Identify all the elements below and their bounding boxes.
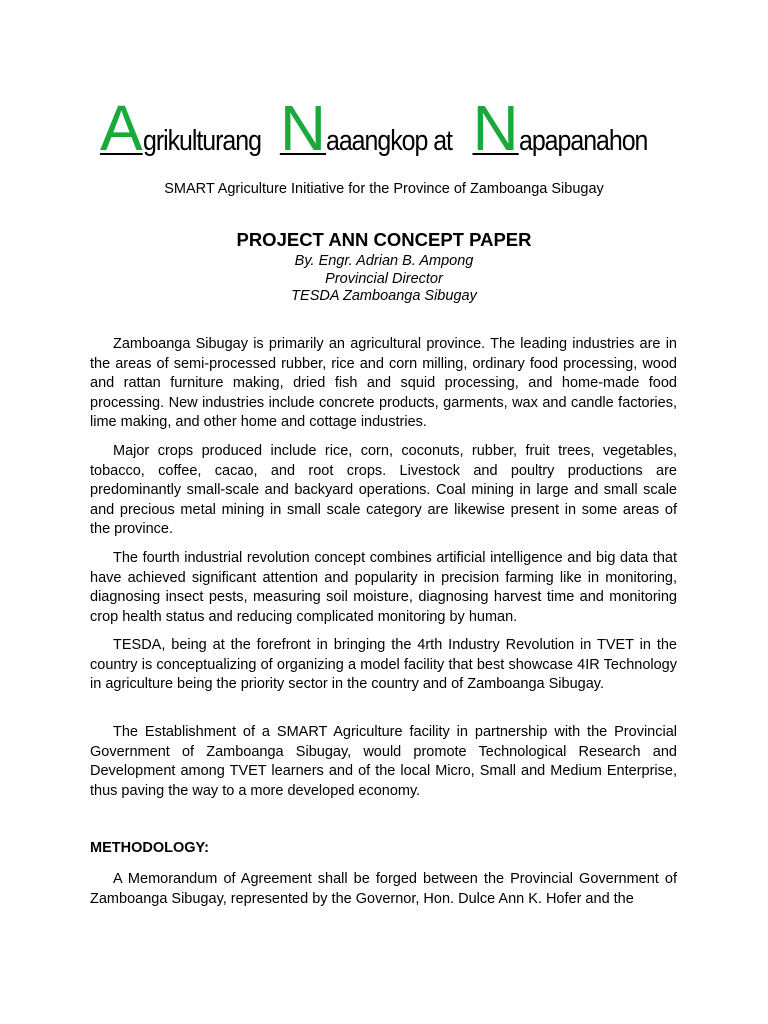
document-title [0,93,768,176]
paragraph-industries: Zamboanga Sibugay is primarily an agricultural province. The leading industries are in the areas of semi-processed rubber, rice and corn milling, ordinary food processing, wood and rattan furniture making, dried fish and squid processing, and home-made food processing. New industries include concrete products, garments, wax and candle factories, lime making, and other home and cottage industries. [90,336,677,430]
paragraph-fourth-revolution: The fourth industrial revolution concept combines artificial intelligence and big data that have achieved significant attention and popularity in precision farming like in monitoring, diagnosing insect pests, measuring soil moisture, diagnosing harvest time and monitoring crop health status and reducing complicated monitoring by human. [90,550,677,625]
byline-author: By. Engr. Adrian B. Ampong [294,253,474,269]
paragraph-establishment: The Establishment of a SMART Agriculture facility in partnership with the Provincial Government of Zamboanga Sibugay, would promote Technological Research and Development among TVET learners and of the local Micro, Small and Medium Enterprise, thus paving the way to a more developed economy. [90,724,677,799]
title-initial-n1: N [279,92,327,164]
title-word-agrikulturang: grikulturang [142,125,261,157]
byline-office: TESDA Zamboanga Sibugay [291,288,477,304]
title-word-naaangkop: aaangkop at [326,125,452,157]
concept-paper-heading: PROJECT ANN CONCEPT PAPER [236,229,532,250]
paragraph-tesda: TESDA, being at the forefront in bringing the 4rth Industry Revolution in TVET in the country is conceptualizing of organizing a model facility that best showcase 4IR Technology in agriculture being the priority sector in the country and of Zamboanga Sibugay. [90,637,677,692]
paragraph-crops: Major crops produced include rice, corn, coconuts, rubber, fruit trees, vegetables, tobacco, coffee, cacao, and root crops. Livestock and poultry productions are predominantly small-scale and backyard operations. Coal mining in large and small scale and precious metal mining in small scale category are likewise present in some areas of the province. [90,443,677,537]
document-subtitle: SMART Agriculture Initiative for the Province of Zamboanga Sibugay [164,181,604,197]
methodology-heading: METHODOLOGY: [90,840,209,856]
paragraph-methodology: A Memorandum of Agreement shall be forged between the Provincial Government of Zamboanga Sibugay, represented by the Governor, Hon. Dulce Ann K. Hofer and the [90,871,677,907]
title-word-napapanahon: apapanahon [518,125,648,157]
title-initial-a: A [99,92,143,164]
byline-position: Provincial Director [325,271,443,287]
title-initial-n2: N [472,92,519,164]
